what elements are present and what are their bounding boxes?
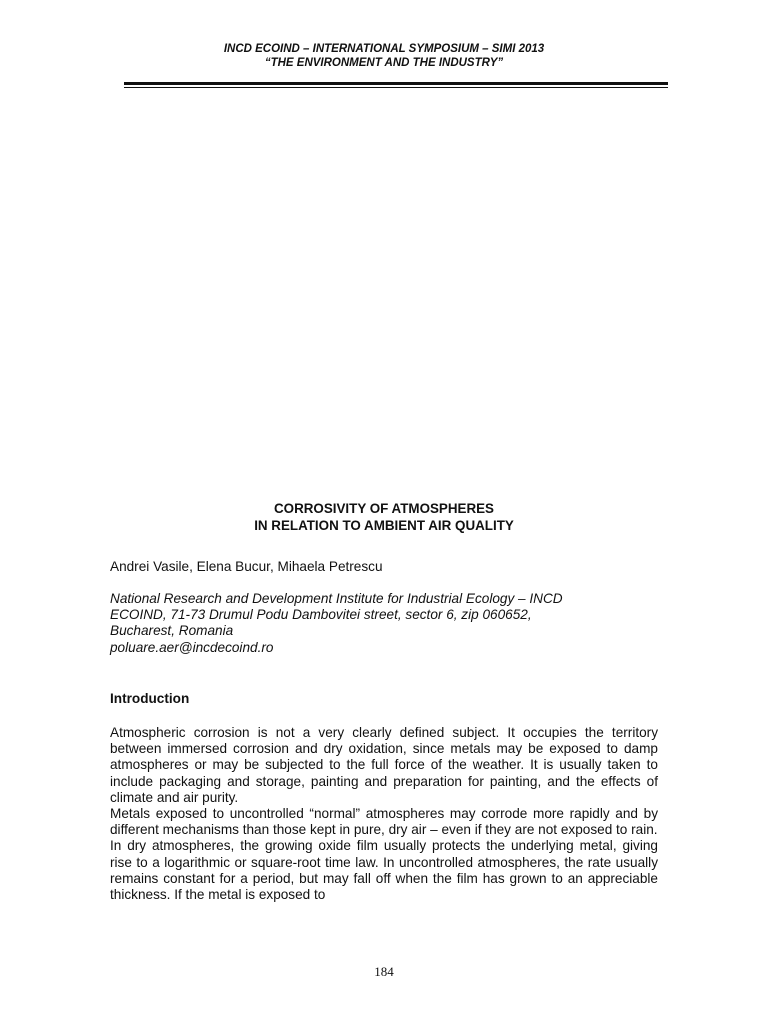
affiliation-line-1: National Research and Development Institute for Industrial Ecology – INCD bbox=[110, 591, 563, 606]
header-line-1: INCD ECOIND – INTERNATIONAL SYMPOSIUM – SIMI 2013 bbox=[223, 43, 545, 55]
affiliation-line-3: Bucharest, Romania bbox=[110, 623, 234, 639]
title-line-1: CORROSIVITY OF ATMOSPHERES bbox=[274, 501, 494, 516]
body-paragraph: Atmospheric corrosion is not a very clearly defined subject. It occupies the territory between immersed corrosion and dry oxidation, since metals may be exposed to damp atmospheres or may be subjected to the full force of the weather. It is usually taken to include packaging and storage, painting and preparation for painting, and the effects of climate and air purity. bbox=[110, 725, 658, 805]
introduction-body bbox=[110, 725, 658, 903]
header-rule-thick bbox=[124, 82, 668, 85]
section-heading-introduction: Introduction bbox=[110, 691, 190, 706]
paper-title bbox=[110, 501, 658, 534]
author-email: poluare.aer@incdecoind.ro bbox=[110, 639, 274, 655]
body-paragraph: Metals exposed to uncontrolled “normal” atmospheres may corrode more rapidly and by different mechanisms than those kept in pure, dry air – even if they are not exposed to rain. bbox=[110, 806, 658, 838]
body-paragraph: In dry atmospheres, the growing oxide film usually protects the underlying metal, giving rise to a logarithmic or square-root time law. In uncontrolled atmospheres, the rate usually remains constant for a period, but may fall off when the film has grown to an appreciable thickness. If the metal is exposed to bbox=[110, 838, 658, 903]
title-line-2: IN RELATION TO AMBIENT AIR QUALITY bbox=[254, 517, 514, 533]
page-number: 184 bbox=[374, 964, 394, 979]
affiliation-block bbox=[110, 591, 658, 656]
header-rule-thin bbox=[124, 87, 668, 88]
header-line-2: “THE ENVIRONMENT AND THE INDUSTRY” bbox=[264, 57, 504, 69]
author-list: Andrei Vasile, Elena Bucur, Mihaela Petrescu bbox=[110, 559, 383, 574]
running-header bbox=[0, 42, 768, 70]
affiliation-line-2: ECOIND, 71-73 Drumul Podu Dambovitei street, sector 6, zip 060652, bbox=[110, 607, 532, 623]
